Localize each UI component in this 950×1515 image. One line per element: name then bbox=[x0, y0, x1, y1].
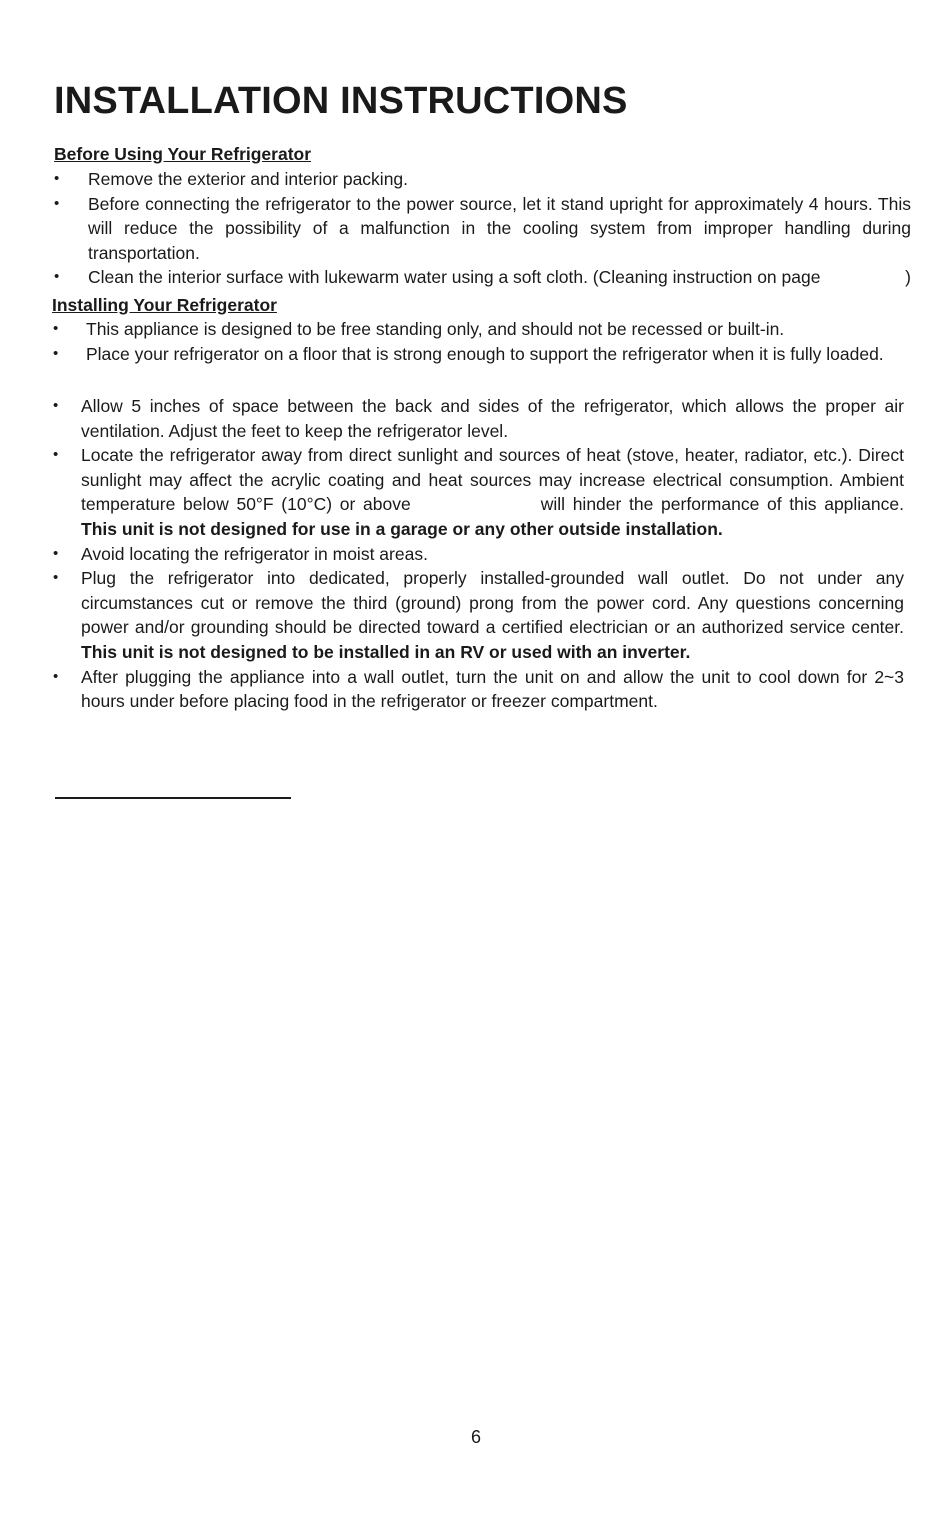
list-item: • This appliance is designed to be free standing only, and should not be recessed or built-in. bbox=[53, 317, 909, 342]
bullet-icon: • bbox=[53, 569, 59, 587]
bullet-icon: • bbox=[53, 667, 59, 685]
bullet-icon: • bbox=[54, 194, 60, 212]
page-number: 6 bbox=[470, 1427, 481, 1447]
bullet-icon: • bbox=[54, 170, 60, 187]
bullet-icon: • bbox=[54, 268, 60, 286]
list-item: • Before connecting the refrigerator to the power source, let it stand upright for approximately 4 hours. This will reduce the possibility of a malfunction in the cooling system from improper handling during transportation. bbox=[54, 193, 911, 263]
page-title: INSTALLATION INSTRUCTIONS bbox=[54, 80, 628, 122]
list-item: • Remove the exterior and interior packing. bbox=[54, 167, 911, 192]
list-item: • Place your refrigerator on a floor that is strong enough to support the refrigerator when it is fully loaded. bbox=[53, 342, 909, 367]
list-item: • Locate the refrigerator away from direct sunlight and sources of heat (stove, heater, radiator, etc.). Direct sunlight may affect the acrylic coating and heat sources may increase electrical consumption. Ambient temperature below 50°F (10°C) or above will hinder the performance of this appliance. This unit is not designed for use in a garage or any other outside installation. bbox=[53, 445, 904, 539]
bullet-icon: • bbox=[53, 544, 59, 562]
list-item: • Avoid locating the refrigerator in moist areas. bbox=[53, 542, 904, 567]
list-item: • Clean the interior surface with lukewarm water using a soft cloth. (Cleaning instruction on page ) bbox=[54, 265, 911, 290]
bullet-icon: • bbox=[53, 344, 59, 362]
bullet-icon: • bbox=[53, 397, 59, 414]
list-item: • After plugging the appliance into a wall outlet, turn the unit on and allow the unit to cool down for 2~3 hours under before placing food in the refrigerator or freezer compartment. bbox=[53, 666, 904, 712]
bullet-icon: • bbox=[53, 320, 59, 337]
before-using-list bbox=[54, 167, 911, 290]
list-item: • Allow 5 inches of space between the back and sides of the refrigerator, which allows the proper air ventilation. Adjust the feet to keep the refrigerator level. bbox=[53, 396, 904, 441]
section-heading-before-using: Before Using Your Refrigerator bbox=[54, 144, 312, 164]
footnote-rule bbox=[55, 797, 291, 799]
section-heading-installing: Installing Your Refrigerator bbox=[52, 295, 277, 315]
list-item: • Plug the refrigerator into dedicated, properly installed-grounded wall outlet. Do not under any circumstances cut or remove the third (ground) prong from the power cord. Any questions concerning power and/or grounding should be directed toward a certified electrician or an authorized service center. This unit is not designed to be installed in an RV or used with an inverter. bbox=[53, 568, 904, 662]
bullet-icon: • bbox=[53, 446, 59, 464]
installing-list bbox=[53, 317, 909, 366]
installing-list-continued bbox=[53, 394, 904, 714]
